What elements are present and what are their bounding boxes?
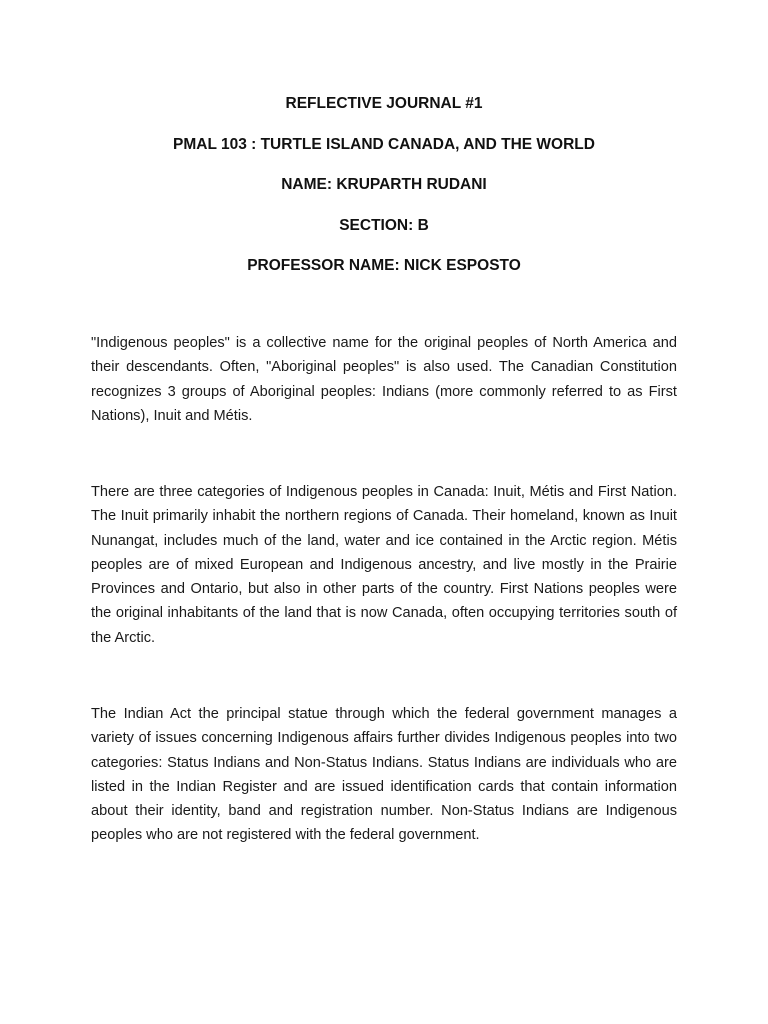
paragraph-indigenous-peoples: "Indigenous peoples" is a collective name for the original peoples of North America and their descendants. Often, "Aboriginal peoples" is also used. The Canadian Constitution recognizes 3 groups of Aboriginal peoples: Indians (more commonly referred to as First Nations), Inuit and Métis. [91,335,677,424]
professor-name: PROFESSOR NAME: NICK ESPOSTO [247,257,521,274]
document-header [0,94,768,297]
paragraph-categories: There are three categories of Indigenous peoples in Canada: Inuit, Métis and First Nation. The Inuit primarily inhabit the northern regions of Canada. Their homeland, known as Inuit Nunangat, includes much of the land, water and ice contained in the Arctic region. Métis peoples are of mixed European and Indigenous ancestry, and live mostly in the Prairie Provinces and Ontario, but also in other parts of the country. First Nations peoples were the original inhabitants of the land that is now Canada, often occupying territories south of the Arctic. [91,484,677,646]
paragraph-indian-act: The Indian Act the principal statue through which the federal government manages a variety of issues concerning Indigenous affairs further divides Indigenous peoples into two categories: Status Indians and Non-Status Indians. Status Indians are individuals who are listed in the Indian Register and are issued identification cards that contain information about their identity, band and registration number. Non-Status Indians are Indigenous peoples who are not registered with the federal government. [91,706,677,844]
course-title: PMAL 103 : TURTLE ISLAND CANADA, AND THE WORLD [173,135,595,153]
section-label: SECTION: B [339,216,429,234]
journal-title: REFLECTIVE JOURNAL #1 [285,95,483,112]
student-name: NAME: KRUPARTH RUDANI [281,176,487,193]
